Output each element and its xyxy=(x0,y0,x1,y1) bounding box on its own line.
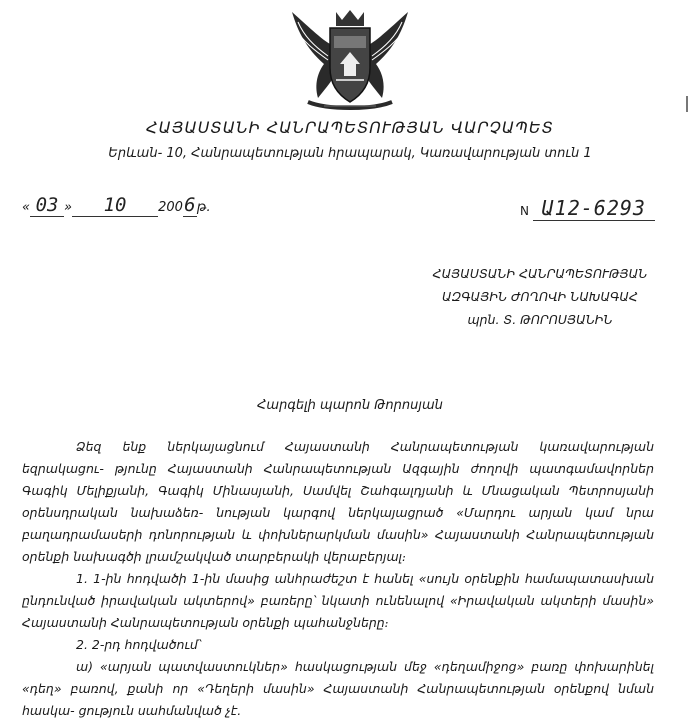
body-paragraph-4: ա) «արյան պատվաստուկներ» հասկացության մեջ «դեղամիջոց» բառը փոխարինել «դեղ» բառով, քանի որ «Դեղերի մասին» Հայաստանի Հանրապետության օրենքով նման հասկա- ցություն սահմանված չէ. xyxy=(22,659,654,718)
body-paragraph-2: 1. 1-ին հոդվածի 1-ին մասից անհրաժեշտ է հանել «սույն օրենքին համապատասխան ընդունված իրավական ակտերով» բառերը՝ նկատի ունենալով «Իրավական ակտերի մասին» Հայաստանի Հանրապետության օրենքի պահանջները։ xyxy=(22,571,654,630)
reference-number xyxy=(520,196,655,221)
coat-of-arms-emblem xyxy=(284,6,416,114)
addressee-line-1: ՀԱՅԱՍՏԱՆԻ ՀԱՆՐԱՊԵՏՈՒԹՅԱՆ xyxy=(432,266,648,281)
date-year-digit: 6 xyxy=(184,194,196,216)
date-month: 10 xyxy=(72,194,158,217)
body-paragraph-3: 2. 2-րդ հոդվածում՝ xyxy=(76,637,201,652)
addressee-block xyxy=(420,262,660,331)
date-open-quote: « xyxy=(22,200,31,215)
addressee-line-2: ԱԶԳԱՅԻՆ ԺՈՂՈՎԻ ՆԱԽԱԳԱՀ xyxy=(442,289,638,304)
ministry-address: Երևան- 10, Հանրապետության հրապարակ, Կառավարության տուն 1 xyxy=(108,146,592,161)
date-line xyxy=(22,194,211,217)
letter-body xyxy=(22,436,654,722)
body-paragraph-1: Ձեզ ենք ներկայացնում Հայաստանի Հանրապետության կառավարության եզրակացու- թյունը Հայաստանի Հանրապետության Ազգային ժողովի պատգամավորներ Գագիկ Մելիքյանի, Գագիկ Մինասյանի, Սամվել Շահգալդյանի և Մնացական Պետրոսյանի օրենսդրական նախաձեռ- նության կարգով ներկայացրած «Մարդու արյան կամ նրա բաղադրամասերի դոնորության և փոխներարկման մասին» Հայաստանի Հանրապետության օրենքի նախագծի լրամշակված տարբերակի վերաբերյալ։ xyxy=(22,439,654,564)
date-close-quote: » xyxy=(64,200,73,215)
reference-value: Ա12-6293 xyxy=(533,196,655,221)
date-year-suffix: թ. xyxy=(196,200,211,215)
ministry-title: ՀԱՅԱՍՏԱՆԻ ՀԱՆՐԱՊԵՏՈՒԹՅԱՆ ՎԱՐՉԱՊԵՏ xyxy=(146,118,554,137)
reference-prefix: N xyxy=(520,204,529,218)
date-year-prefix: 200 xyxy=(158,200,183,215)
salutation: Հարգելի պարոն Թորոսյան xyxy=(257,398,443,413)
scan-mark xyxy=(686,96,688,112)
addressee-line-3: պրն. Տ. ԹՈՐՈՍՅԱՆԻՆ xyxy=(467,312,613,327)
date-day: 03 xyxy=(30,194,64,217)
